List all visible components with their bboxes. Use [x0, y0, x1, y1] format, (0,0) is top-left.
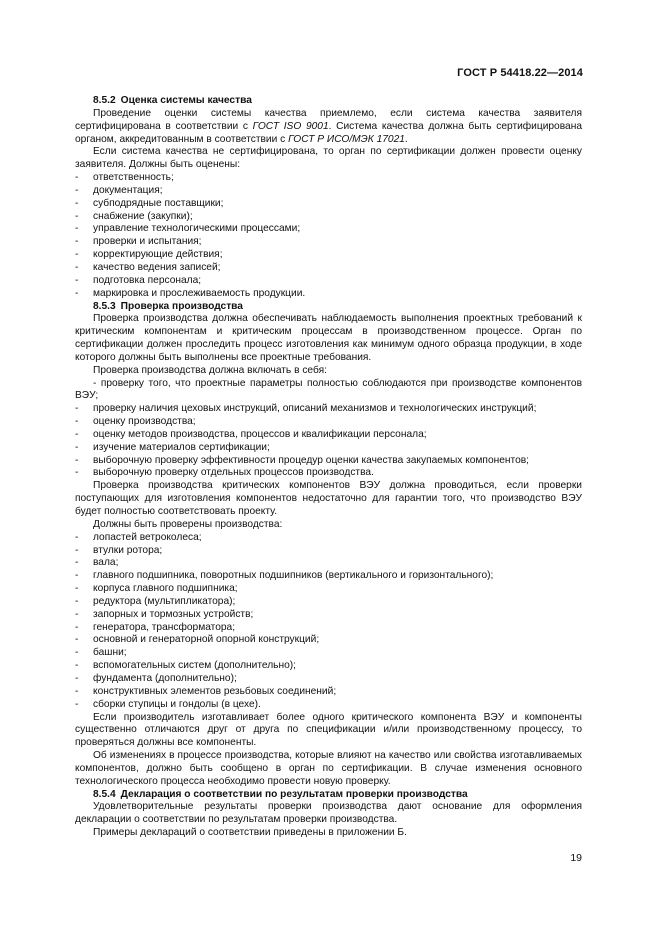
list-item: - проверку наличия цеховых инструкций, описаний механизмов и технологических инструкций; [75, 403, 537, 415]
list-item: - маркировка и прослеживаемость продукции. [75, 287, 306, 299]
section-number: 8.5.3 [93, 300, 116, 312]
list-item: - проверку того, что проектные параметры полностью соблюдаются при производстве компонентов ВЭУ; [75, 377, 583, 402]
page-body [75, 95, 582, 840]
list-item: - управление технологическими процессами; [75, 223, 301, 235]
section-8-5-3-heading [75, 301, 582, 314]
document-standard-code: ГОСТ Р 54418.22—2014 [457, 67, 583, 79]
list-item: - башни; [75, 647, 127, 659]
list-components [75, 532, 582, 712]
list-item: - оценку методов производства, процессов и квалификации персонала; [75, 428, 427, 440]
section-title: Проверка производства [120, 300, 243, 312]
text-run: Проведение оценки системы качества приемлемо, если система качества заявителя сертифицирована в соответствии с [75, 107, 582, 132]
list-item: - корпуса главного подшипника; [75, 583, 238, 595]
list-item: - вала; [75, 557, 119, 569]
list-item: - редуктора (мультипликатора); [75, 595, 236, 607]
list-item: - качество ведения записей; [75, 261, 221, 273]
list-item: - оценку производства; [75, 416, 196, 428]
paragraph: Проверка производства критических компонентов ВЭУ должна проводиться, если проверки поступающих для изготовления компонентов недостаточно для гарантии того, что производство ВЭУ будет полностью соответствовать проекту. [75, 480, 582, 517]
text-run: . Система качества должна быть сертифицирована органом, аккредитованным в соответствии с [75, 120, 582, 145]
page-number: 19 [570, 852, 582, 864]
paragraph: Если производитель изготавливает более одного критического компонента ВЭУ и компоненты существенно отличаются друг от друга по спецификации и/или производственному процессу, то проверяться должны все компоненты. [75, 711, 582, 749]
paragraph: Об изменениях в процессе производства, которые влияют на качество или свойства изготавливаемых компонентов, должно быть сообщено в орган по сертификации. В случае изменения основного технологического процесса необходимо провести новую проверку. [75, 750, 582, 787]
list-item: - вспомогательных систем (дополнительно); [75, 660, 296, 672]
list-item: - основной и генераторной опорной конструкций; [75, 634, 320, 646]
section-8-5-2-heading [75, 95, 582, 108]
section-title: Оценка системы качества [120, 95, 252, 106]
list-item: - выборочную проверку отдельных процессов производства. [75, 467, 374, 479]
list-item: - конструктивных элементов резьбовых соединений; [75, 685, 337, 697]
list-item: - сборки ступицы и гондолы (в цехе). [75, 698, 261, 710]
list-item: - главного подшипника, поворотных подшипников (вертикального и горизонтального); [75, 570, 494, 582]
list-item: - проверки и испытания; [75, 236, 202, 248]
list-item: - изучение материалов сертификации; [75, 441, 270, 453]
paragraph: Проверка производства должна включать в себя: [93, 364, 327, 376]
section-title: Декларация о соответствии по результатам проверки производства [120, 788, 468, 800]
list-item: - генератора, трансформатора; [75, 621, 236, 633]
list-item: - выборочную проверку эффективности процедур оценки качества закупаемых компонентов; [75, 454, 529, 466]
list-item: - втулки ротора; [75, 544, 163, 556]
paragraph [75, 108, 582, 147]
paragraph: Примеры деклараций о соответствии приведены в приложении Б. [93, 827, 407, 839]
standard-reference: ГОСТ ISO 9001 [252, 120, 329, 132]
list-item: - подготовка персонала; [75, 274, 202, 286]
paragraph: Должны быть проверены производства: [93, 518, 283, 530]
paragraph: Если система качества не сертифицирована, то орган по сертификации должен провести оценку заявителя. Должны быть оценены: [75, 146, 582, 171]
list-assessment-items [75, 172, 582, 300]
paragraph: Проверка производства должна обеспечивать наблюдаемость выполнения проектных требований к критическим компонентам и критическим процессам в производственном процессе. Орган по сертификации должен проследить процесс изготовления как минимум одного образца продукции, в ходе которого должны быть выполнены все проектные требования. [75, 313, 582, 363]
text-run: . [404, 133, 408, 145]
list-item: - снабжение (закупки); [75, 210, 193, 222]
list-item: - фундамента (дополнительно); [75, 672, 237, 684]
list-item: - субподрядные поставщики; [75, 197, 224, 209]
standard-reference: ГОСТ Р ИСО/МЭК 17021 [288, 133, 405, 145]
list-item: - запорных и тормозных устройств; [75, 608, 254, 620]
list-inspection-scope [75, 378, 582, 481]
list-item: - ответственность; [75, 172, 174, 184]
section-number: 8.5.4 [93, 788, 116, 800]
list-item: - документация; [75, 184, 163, 196]
section-8-5-4-heading [75, 789, 582, 802]
paragraph: Удовлетворительные результаты проверки производства дают основание для оформления декларации о соответствии по результатам проверки производства. [75, 801, 582, 826]
section-number: 8.5.2 [93, 95, 116, 106]
list-item: - корректирующие действия; [75, 249, 223, 261]
list-item: - лопастей ветроколеса; [75, 531, 202, 543]
